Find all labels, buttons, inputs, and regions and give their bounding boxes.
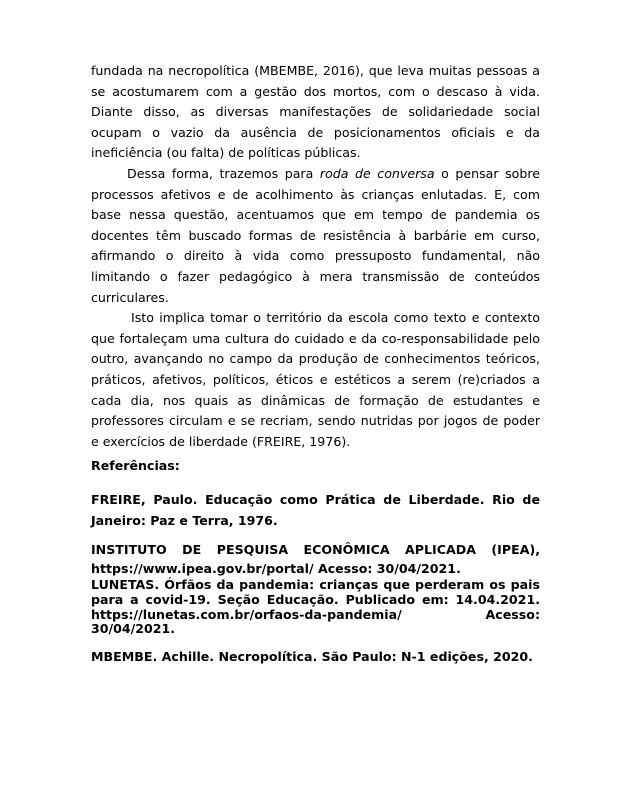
- paragraph-1: fundada na necropolítica (MBEMBE, 2016), que leva muitas pessoas a se acostumarem com a gestão dos mortos, com o descaso à vida. Diante disso, as diversas manifestações de solidariedade social ocupam o vazio da ausência de posicionamentos oficiais e da ineficiência (ou falta) de políticas públicas.: [91, 63, 540, 161]
- paragraph-2-rest: o pensar sobre processos afetivos e de acolhimento às crianças enlutadas. E, com base nessa questão, acentuamos que em tempo de pandemia os docentes têm buscado formas de resistência à barbárie em curso, afirmando o direito à vida como pressuposto fundamental, não limitando o fazer pedagógico à mera transmissão de conteúdos curriculares.: [91, 165, 540, 305]
- reference-item: LUNETAS. Órfãos da pandemia: crianças que perderam os pais para a covid-19. Seção Educação. Publicado em: 14.04.2021. https://lunetas.com.br/orfaos-da-pandemia/ Acesso: 30/04/2021.: [91, 577, 540, 637]
- paragraph-2-lead: Dessa forma, trazemos para: [127, 165, 320, 181]
- paragraph-2-italic: roda de conversa: [319, 165, 435, 181]
- reference-item: MBEMBE. Achille. Necropolítica. São Paulo: N-1 edições, 2020.: [91, 649, 533, 664]
- reference-item: FREIRE, Paulo. Educação como Prática de Liberdade. Rio de Janeiro: Paz e Terra, 1976.: [91, 492, 540, 528]
- body-text: [91, 61, 540, 452]
- references-heading: Referências:: [91, 458, 180, 473]
- paragraph-3: Isto implica tomar o território da escola como texto e contexto que fortaleçam uma cultura do cuidado e da co-responsabilidade pelo outro, avançando no campo da produção de conhecimentos teóricos, práticos, afetivos, políticos, éticos e estéticos a serem (re)criados a cada dia, nos quais as dinâmicas de formação de estudantes e professores circulam e se recriam, sendo nutridas por jogos de poder e exercícios de liberdade (FREIRE, 1976).: [91, 310, 540, 449]
- paragraph-2: [91, 164, 540, 308]
- reference-item: INSTITUTO DE PESQUISA ECONÔMICA APLICADA (IPEA), https://www.ipea.gov.br/portal/ Acesso: 30/04/2021.: [91, 542, 540, 576]
